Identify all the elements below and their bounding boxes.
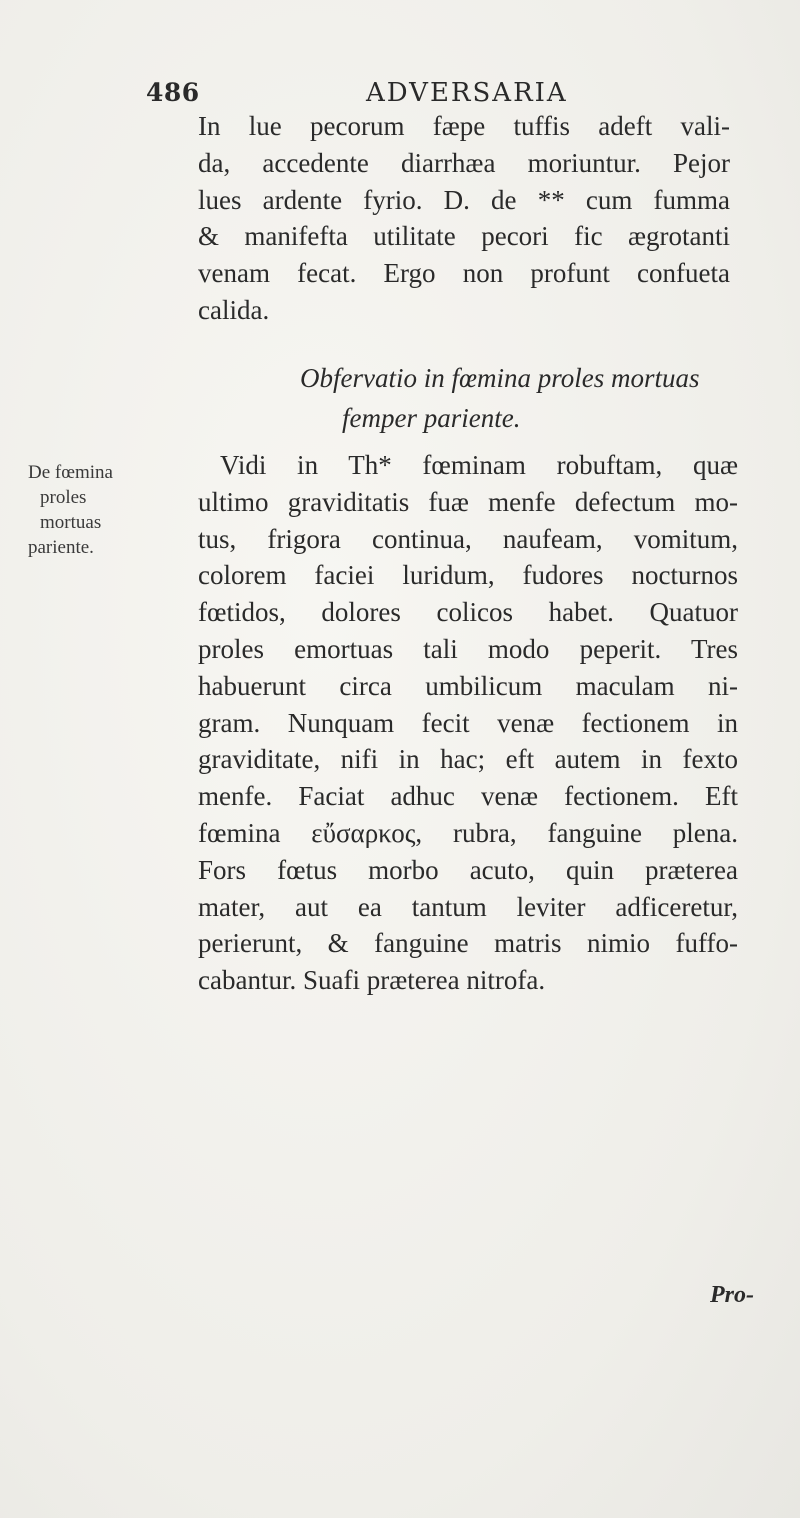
running-head: ADVERSARIA	[366, 78, 568, 108]
text-line: proles emortuas tali modo peperit. Tres	[198, 633, 738, 664]
text-line: habuerunt circa umbilicum maculam ni-	[198, 670, 738, 701]
text-line: In lue pecorum fæpe tuffis adeft vali-	[198, 111, 730, 141]
text-line: calida.	[198, 294, 270, 325]
catchword: Pro-	[710, 1282, 754, 1308]
margin-note-line: mortuas	[40, 512, 102, 533]
paragraph-lue-pecorum	[198, 108, 730, 329]
observation-title	[300, 358, 720, 438]
page-number: 486	[146, 78, 200, 107]
text-line: menfe. Faciat adhuc venæ fectionem. Eft	[198, 781, 738, 812]
paragraph-observation	[198, 447, 738, 999]
title-line: Obfervatio in fœmina proles mortuas	[300, 363, 700, 393]
margin-note-line: proles	[40, 487, 87, 508]
text-line: tus, frigora continua, naufeam, vomitum,	[198, 523, 738, 554]
text-line: da, accedente diarrhæa moriuntur. Pejor	[198, 147, 730, 178]
text-line: mater, aut ea tantum leviter adficeretur,	[198, 891, 738, 922]
text-line: fœmina εὔσαρκος, rubra, fanguine plena.	[198, 817, 738, 848]
text-line: ultimo graviditatis fuæ menfe defectum mo-	[198, 486, 738, 517]
text-line: lues ardente fyrio. D. de ** cum fumma	[198, 184, 730, 215]
text-line: gram. Nunquam fecit venæ fectionem in	[198, 707, 738, 738]
text-line: colorem faciei luridum, fudores nocturnos	[198, 560, 738, 591]
text-line: fœtidos, dolores colicos habet. Quatuor	[198, 597, 738, 628]
title-line: femper pariente.	[342, 403, 521, 433]
margin-note-line: De fœmina	[28, 462, 113, 483]
text-line: Fors fœtus morbo acuto, quin præterea	[198, 854, 738, 885]
text-line: perierunt, & fanguine matris nimio fuffo-	[198, 928, 738, 959]
text-line: cabantur. Suafi præterea nitrofa.	[198, 965, 546, 996]
margin-note	[28, 460, 138, 560]
text-line: & manifefta utilitate pecori fic ægrotanti	[198, 221, 730, 252]
text-line: venam fecat. Ergo non profunt confueta	[198, 258, 730, 289]
text-line: Vidi in Th* fœminam robuftam, quæ	[220, 450, 738, 480]
margin-note-line: pariente.	[28, 537, 94, 558]
text-line: graviditate, nifi in hac; eft autem in fexto	[198, 744, 738, 775]
